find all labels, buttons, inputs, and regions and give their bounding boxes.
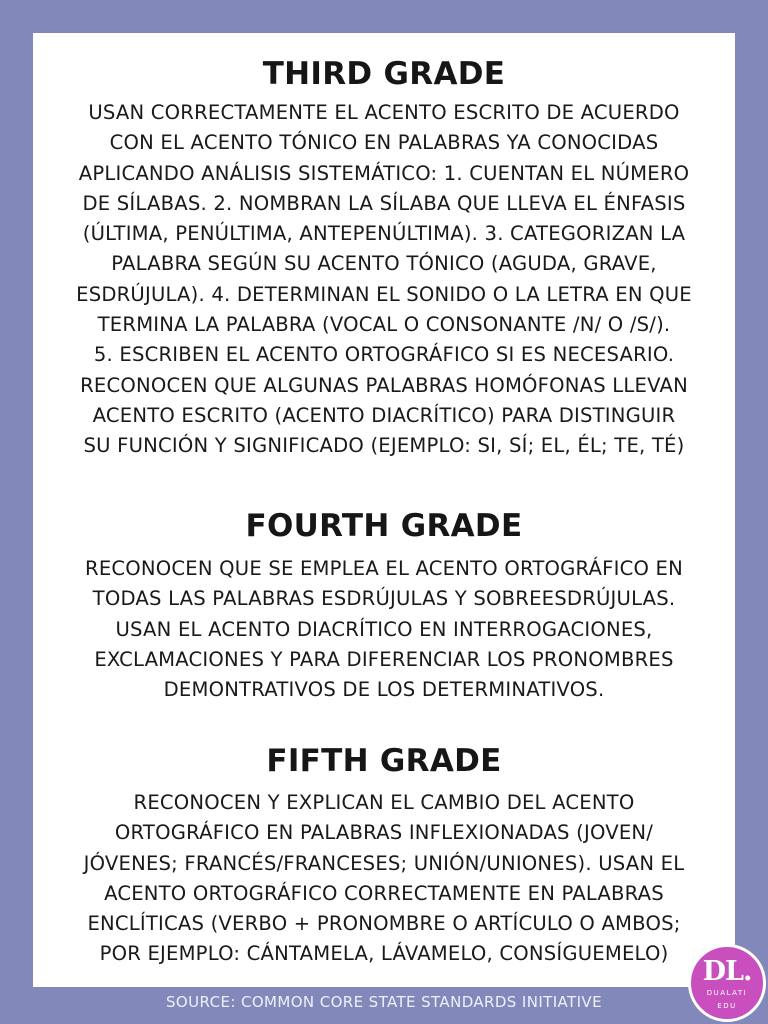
- body-line: USAN EL ACENTO DIACRÍTICO EN INTERROGACIONES,: [115, 617, 653, 641]
- body-line: ACENTO ORTOGRÁFICO CORRECTAMENTE EN PALABRAS: [104, 881, 664, 905]
- section-heading: FOURTH GRADE: [245, 508, 523, 544]
- body-line: USAN CORRECTAMENTE EL ACENTO ESCRITO DE ACUERDO: [88, 101, 680, 124]
- section-fourth-grade: [33, 507, 735, 705]
- section-heading: FIFTH GRADE: [266, 743, 502, 779]
- section-fifth-grade: [33, 742, 735, 970]
- logo-brand-name: DUALATI: [706, 989, 748, 997]
- body-line: TERMINA LA PALABRA (VOCAL O CONSONANTE /N/ O /S/).: [97, 313, 671, 337]
- body-line: DE SÍLABAS. 2. NOMBRAN LA SÍLABA QUE LLEVA EL ÉNFASIS: [82, 191, 686, 215]
- body-line: ENCLÍTICAS (VERBO + PRONOMBRE O ARTÍCULO O AMBOS;: [87, 912, 681, 936]
- section-body: [54, 98, 714, 462]
- body-line: CON EL ACENTO TÓNICO EN PALABRAS YA CONOCIDAS: [109, 131, 659, 155]
- body-line: RECONOCEN Y EXPLICAN EL CAMBIO DEL ACENTO: [133, 791, 635, 814]
- body-line: APLICANDO ANÁLISIS SISTEMÁTICO: 1. CUENTAN EL NÚMERO: [78, 161, 690, 185]
- body-line: RECONOCEN QUE SE EMPLEA EL ACENTO ORTOGRÁFICO EN: [85, 557, 683, 580]
- body-line: 5. ESCRIBEN EL ACENTO ORTOGRÁFICO SI ES NECESARIO.: [93, 343, 675, 367]
- logo-mark: DL.: [702, 956, 752, 987]
- section-heading: THIRD GRADE: [262, 56, 506, 92]
- standards-card: [33, 33, 735, 987]
- body-line: PALABRA SEGÚN SU ACENTO TÓNICO (AGUDA, GRAVE,: [111, 252, 657, 276]
- body-line: EXCLAMACIONES Y PARA DIFERENCIAR LOS PRONOMBRES: [94, 647, 674, 671]
- section-body: [54, 554, 714, 705]
- source-footer: SOURCE: COMMON CORE STATE STANDARDS INITIATIVE: [166, 993, 602, 1011]
- body-line: ORTOGRÁFICO EN PALABRAS INFLEXIONADAS (JOVEN/: [114, 821, 654, 845]
- logo-brand-suffix: EDU: [717, 1002, 737, 1010]
- body-line: TODAS LAS PALABRAS ESDRÚJULAS Y SOBREESDRÚJULAS.: [92, 587, 676, 611]
- dualati-logo: [688, 944, 766, 1022]
- body-line: SU FUNCIÓN Y SIGNIFICADO (EJEMPLO: SI, SÍ; EL, ÉL; TE, TÉ): [83, 434, 685, 458]
- body-line: JÓVENES; FRANCÉS/FRANCESES; UNIÓN/UNIONES). USAN EL: [83, 851, 685, 875]
- body-line: ACENTO ESCRITO (ACENTO DIACRÍTICO) PARA DISTINGUIR: [92, 403, 676, 427]
- body-line: (ÚLTIMA, PENÚLTIMA, ANTEPENÚLTIMA). 3. CATEGORIZAN LA: [82, 222, 686, 246]
- body-line: POR EJEMPLO: CÁNTAMELA, LÁVAMELO, CONSÍGUEMELO): [99, 942, 669, 966]
- section-third-grade: [33, 55, 735, 462]
- body-line: DEMONTRATIVOS DE LOS DETERMINATIVOS.: [163, 678, 605, 702]
- body-line: ESDRÚJULA). 4. DETERMINAN EL SONIDO O LA LETRA EN QUE: [76, 282, 692, 306]
- section-body: [54, 788, 714, 970]
- body-line: RECONOCEN QUE ALGUNAS PALABRAS HOMÓFONAS LLEVAN: [80, 373, 688, 397]
